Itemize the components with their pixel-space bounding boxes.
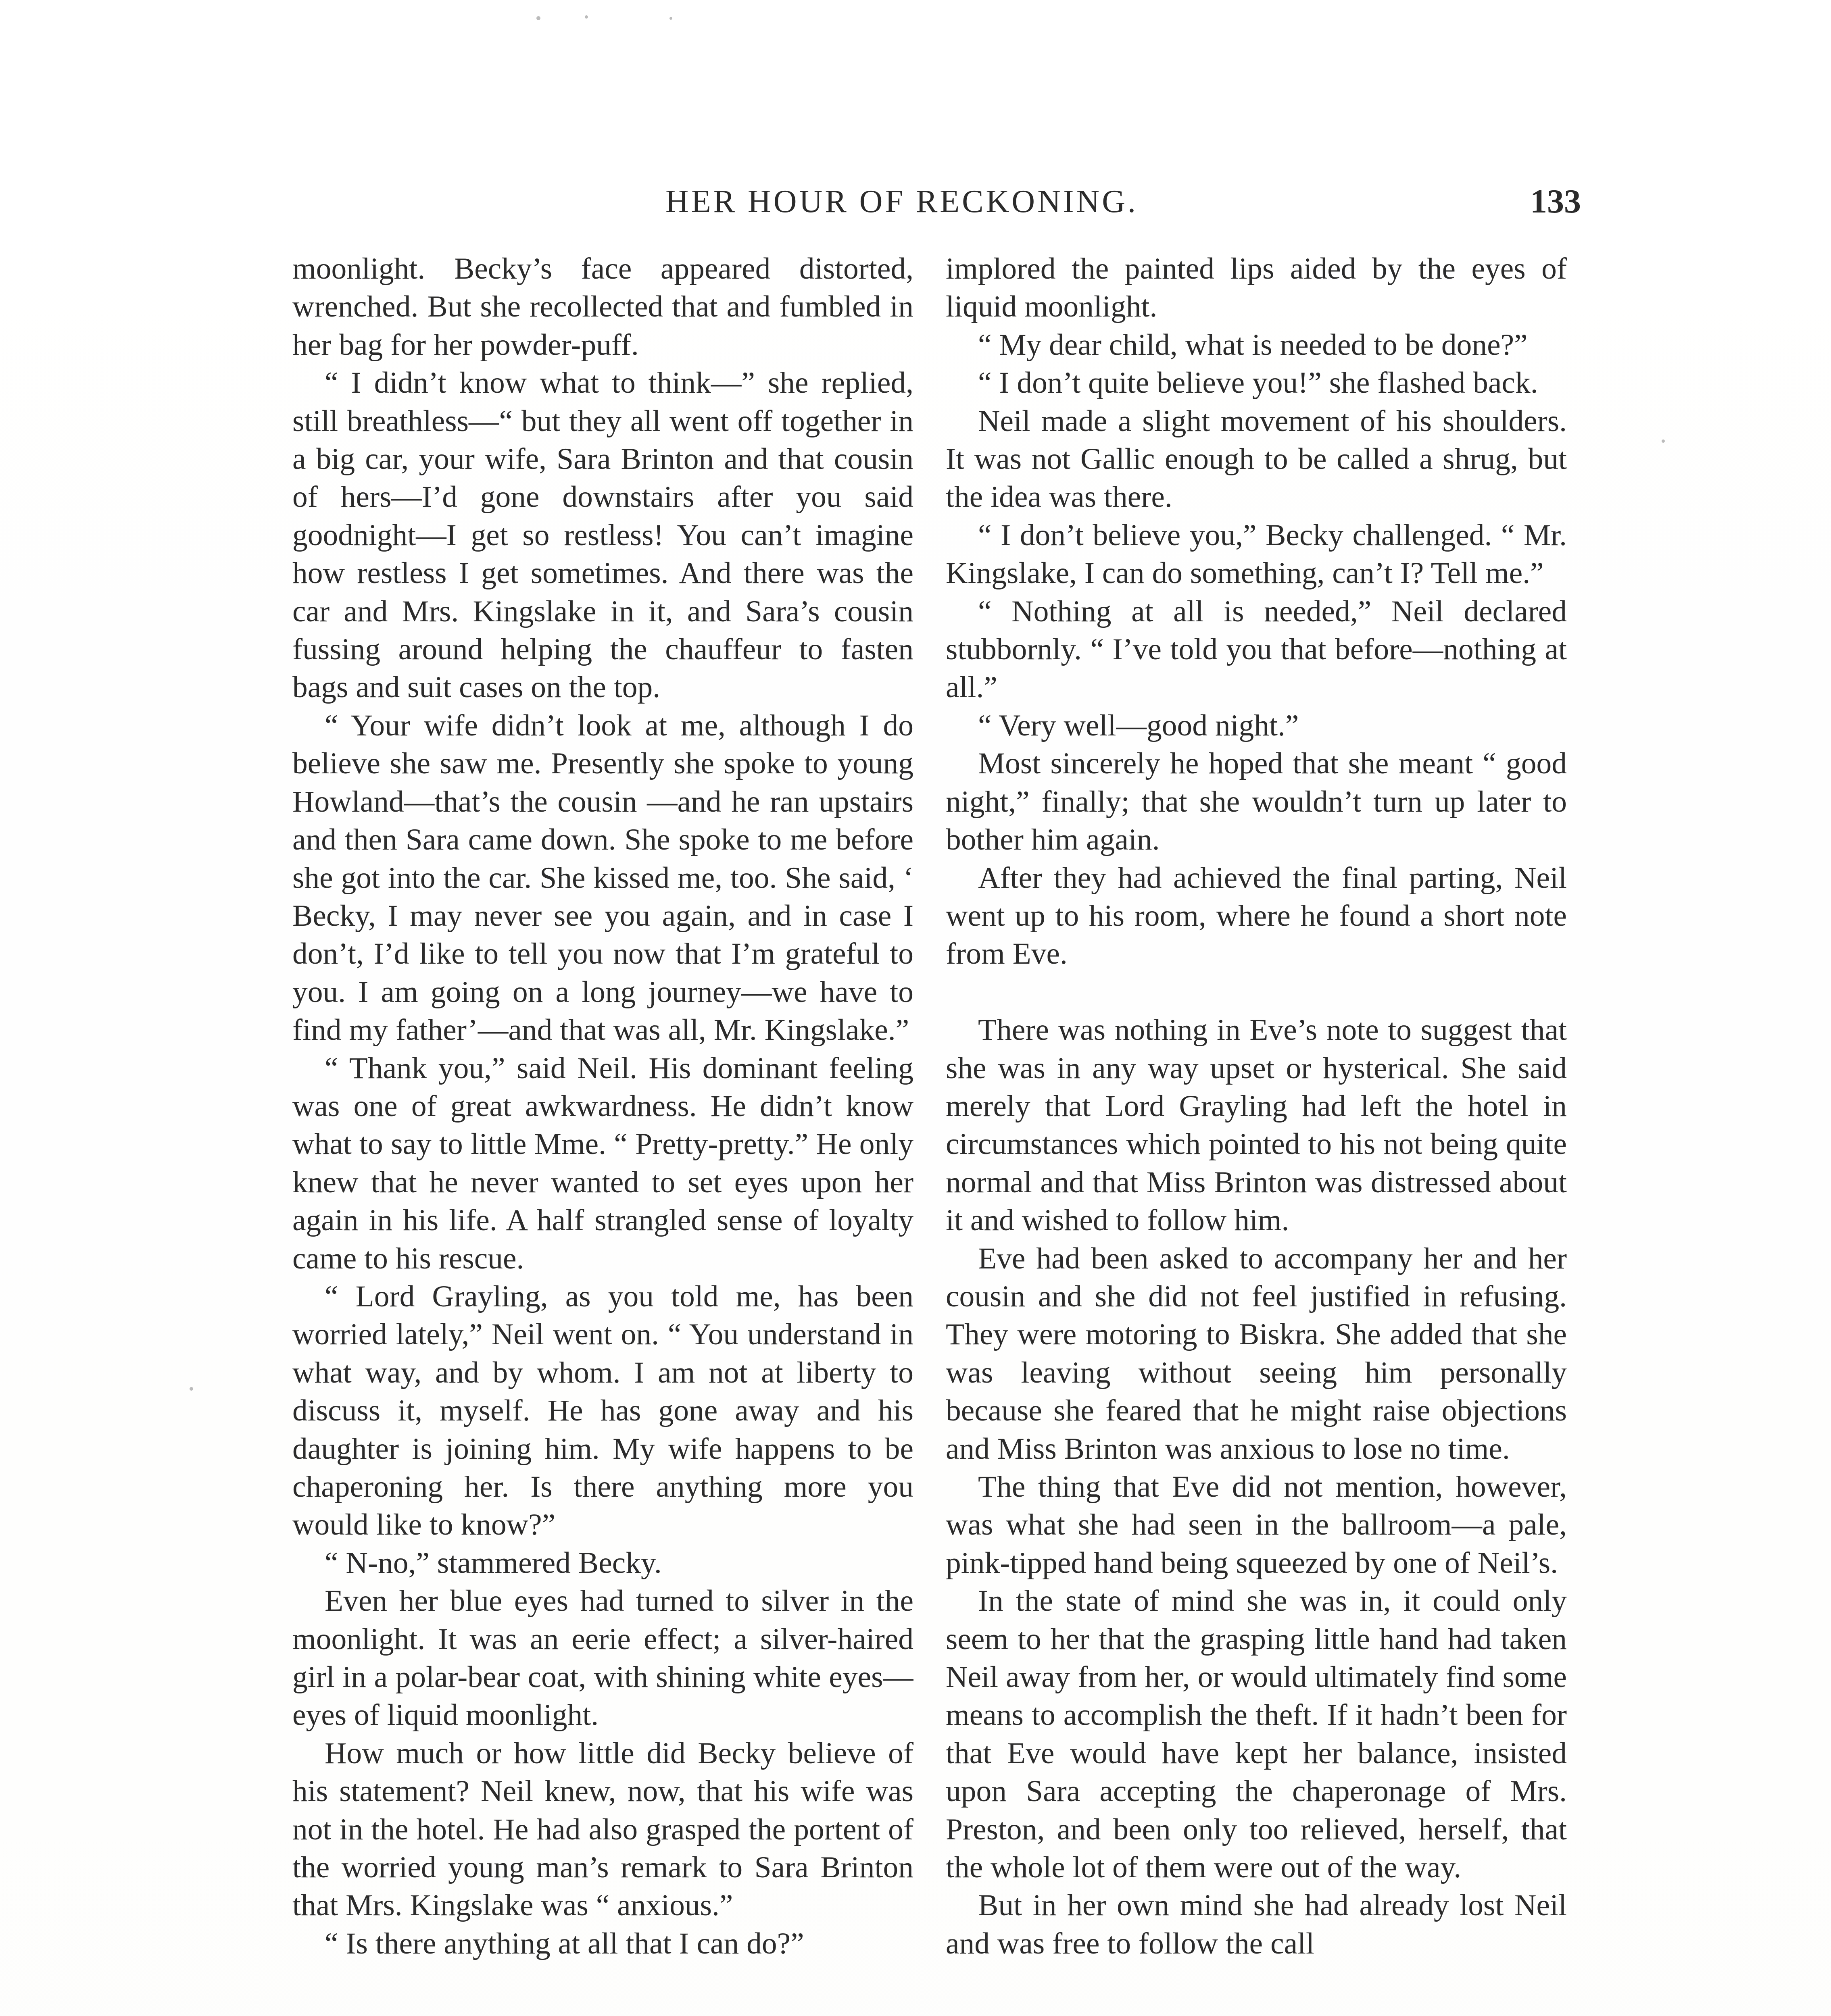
running-head: HER HOUR OF RECKONING. [665,184,1139,219]
paragraph: “ I didn’t know what to think—” she replied, still breathless—“ but they all went off together in a big car, your wife, Sara Brinton and that cousin of hers—I’d gone downstairs after you said goodnight—I get so restless! You can’t imagine how restless I get sometimes. And there was the car and Mrs. Kingslake in it, and Sara’s cousin fussing around helping the chauffeur to fasten bags and suit cases on the top. [292,366,913,704]
paper-speck [190,1387,193,1391]
paper-speck [585,15,588,19]
paragraph: moonlight. Becky’s face appeared distorted, wrenched. But she recollected that and fumbled in her bag for her powder-puff. [292,252,913,362]
paragraph: implored the painted lips aided by the eyes of liquid moonlight. [946,252,1567,324]
paragraph: “ Very well—good night.” [978,708,1299,742]
paragraph: After they had achieved the final parting, Neil went up to his room, where he found a short note from Eve. [946,861,1567,971]
page-header [242,173,1581,230]
paragraph: “ Lord Grayling, as you told me, has been worried lately,” Neil went on. “ You understand in what way, and by whom. I am not at liberty to discuss it, myself. He has gone away and his daughter is joining him. My wife happens to be chaperoning her. Is there anything more you would like to know?” [292,1279,913,1542]
paragraph: “ I don’t believe you,” Becky challenged. “ Mr. Kingslake, I can do something, can’t I? Tell me.” [946,518,1567,590]
section-break [946,973,1567,1011]
paragraph: “ My dear child, what is needed to be done?” [978,328,1528,362]
paragraph: Even her blue eyes had turned to silver in the moonlight. It was an eerie effect; a silver-haired girl in a polar-bear coat, with shining white eyes—eyes of liquid moonlight. [292,1584,913,1732]
paragraph: “ Is there anything at all that I can do?” [325,1926,804,1960]
paragraph: “ Thank you,” said Neil. His dominant feeling was one of great awkwardness. He didn’t know what to say to little Mme. “ Pretty-pretty.” He only knew that he never wanted to set eyes upon her again in his life. A half strangled sense of loyalty came to his rescue. [292,1051,913,1275]
paragraph: “ I don’t quite believe you!” she flashed back. [978,366,1538,400]
paragraph: “ N-no,” stammered Becky. [325,1546,662,1580]
paper-speck [536,16,540,20]
paragraph: Neil made a slight movement of his shoulders. It was not Gallic enough to be called a shrug, but the idea was there. [946,404,1567,514]
paragraph: The thing that Eve did not mention, however, was what she had seen in the ballroom—a pale, pink-tipped hand being squeezed by one of Neil’s. [946,1470,1567,1580]
left-column [292,250,913,2016]
paragraph: How much or how little did Becky believe of his statement? Neil knew, now, that his wife was not in the hotel. He had also grasped the portent of the worried young man’s remark to Sara Brinton that Mrs. Kingslake was “ anxious.” [292,1736,913,1922]
page-number: 133 [1530,183,1581,220]
paper-speck [1662,439,1665,443]
paragraph: “ Nothing at all is needed,” Neil declared stubbornly. “ I’ve told you that before—nothing at all.” [946,594,1567,704]
paragraph: Eve had been asked to accompany her and her cousin and she did not feel justified in refusing. They were motoring to Biskra. She added that she was leaving without seeing him personally because she feared that he might raise objections and Miss Brinton was anxious to lose no time. [946,1241,1567,1466]
paper-speck [669,17,672,20]
right-column [946,250,1567,2016]
paragraph: Most sincerely he hoped that she meant “ good night,” finally; that she wouldn’t turn up later to bother him again. [946,747,1567,857]
paragraph: There was nothing in Eve’s note to suggest that she was in any way upset or hysterical. She said merely that Lord Grayling had left the hotel in circumstances which pointed to his not being quite normal and that Miss Brinton was distressed about it and wished to follow him. [946,1013,1567,1237]
paragraph: In the state of mind she was in, it could only seem to her that the grasping little hand had taken Neil away from her, or would ultimately find some means to accomplish the theft. If it hadn’t been for that Eve would have kept her balance, insisted upon Sara accepting the chaperonage of Mrs. Preston, and been only too relieved, herself, that the whole lot of them were out of the way. [946,1584,1567,1885]
paragraph: “ Your wife didn’t look at me, although I do believe she saw me. Presently she spoke to young Howland—that’s the cousin —and he ran upstairs and then Sara came down. She spoke to me before she got into the car. She kissed me, too. She said, ‘ Becky, I may never see you again, and in case I don’t, I’d like to tell you now that I’m grateful to you. I am going on a long journey—we have to find my father’—and that was all, Mr. Kingslake.” [292,708,913,1047]
paragraph: But in her own mind she had already lost Neil and was free to follow the call [946,1889,1567,1960]
